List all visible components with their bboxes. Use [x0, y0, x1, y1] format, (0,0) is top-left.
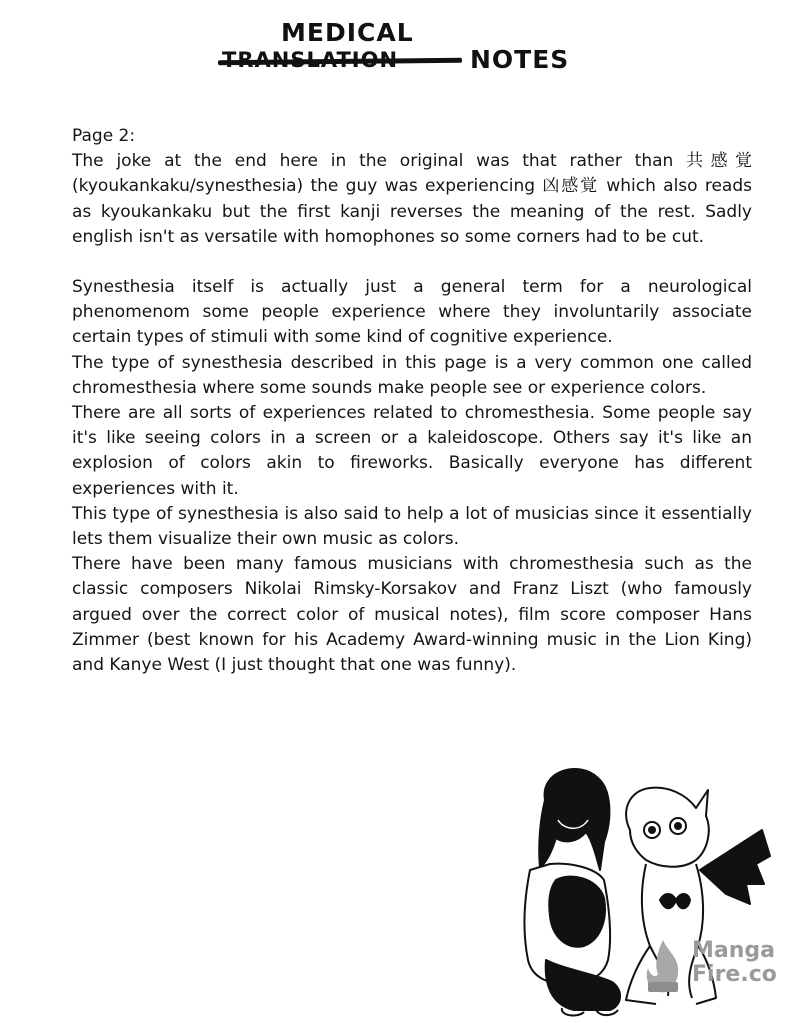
heading-notes: NOTES	[470, 45, 570, 74]
flame-logo-icon	[640, 936, 686, 996]
dark-haired-character-icon	[524, 769, 620, 1015]
paragraph-chromesthesia: The type of synesthesia described in this page is a very common one called chromesthesia where some sounds make people see or experience colors.	[72, 352, 752, 398]
paragraph-kanji-joke: The joke at the end here in the original was that rather than 共感覚 (kyoukankaku/synesthesia) the guy was experiencing 凶感覚 which also reads as kyoukankaku but the first kanji reverses the meaning of the rest. Sadly english isn't as versatile with homophones so some corners had to be cut.	[72, 151, 752, 247]
page-label: Page 2:	[72, 126, 136, 146]
paragraph-gap	[72, 250, 752, 275]
paragraph-musicians-help: This type of synesthesia is also said to help a lot of musicias since it essentially lets them visualize their own music as colors.	[72, 503, 752, 550]
paragraph-synesthesia-definition: Synesthesia itself is actually just a general term for a neurological phenomenom some people experience where they involuntarily associate certain types of stimuli with some kind of cognitive experience.	[72, 277, 752, 348]
page-heading	[0, 0, 800, 90]
paragraph-famous-musicians: There have been many famous musicians with chromesthesia such as the classic composers Nikolai Rimsky-Korsakov and Franz Liszt (who famously argued over the correct color of musical notes), film score composer Hans Zimmer (best known for his Academy Award-winning music in the Lion King) and Kanye West (I just thought that one was funny).	[72, 554, 752, 676]
notes-body	[72, 124, 752, 678]
watermark-line-2: Fire.co	[692, 962, 777, 987]
watermark-line-1: Manga	[692, 938, 775, 963]
mangafire-watermark	[640, 930, 790, 1000]
paragraph-experiences: There are all sorts of experiences related to chromesthesia. Some people say it's like seeing colors in a screen or a kaleidoscope. Others say it's like an explosion of colors akin to fireworks. Basically everyone has different experiences with it.	[72, 403, 752, 499]
heading-medical: MEDICAL	[281, 18, 414, 47]
